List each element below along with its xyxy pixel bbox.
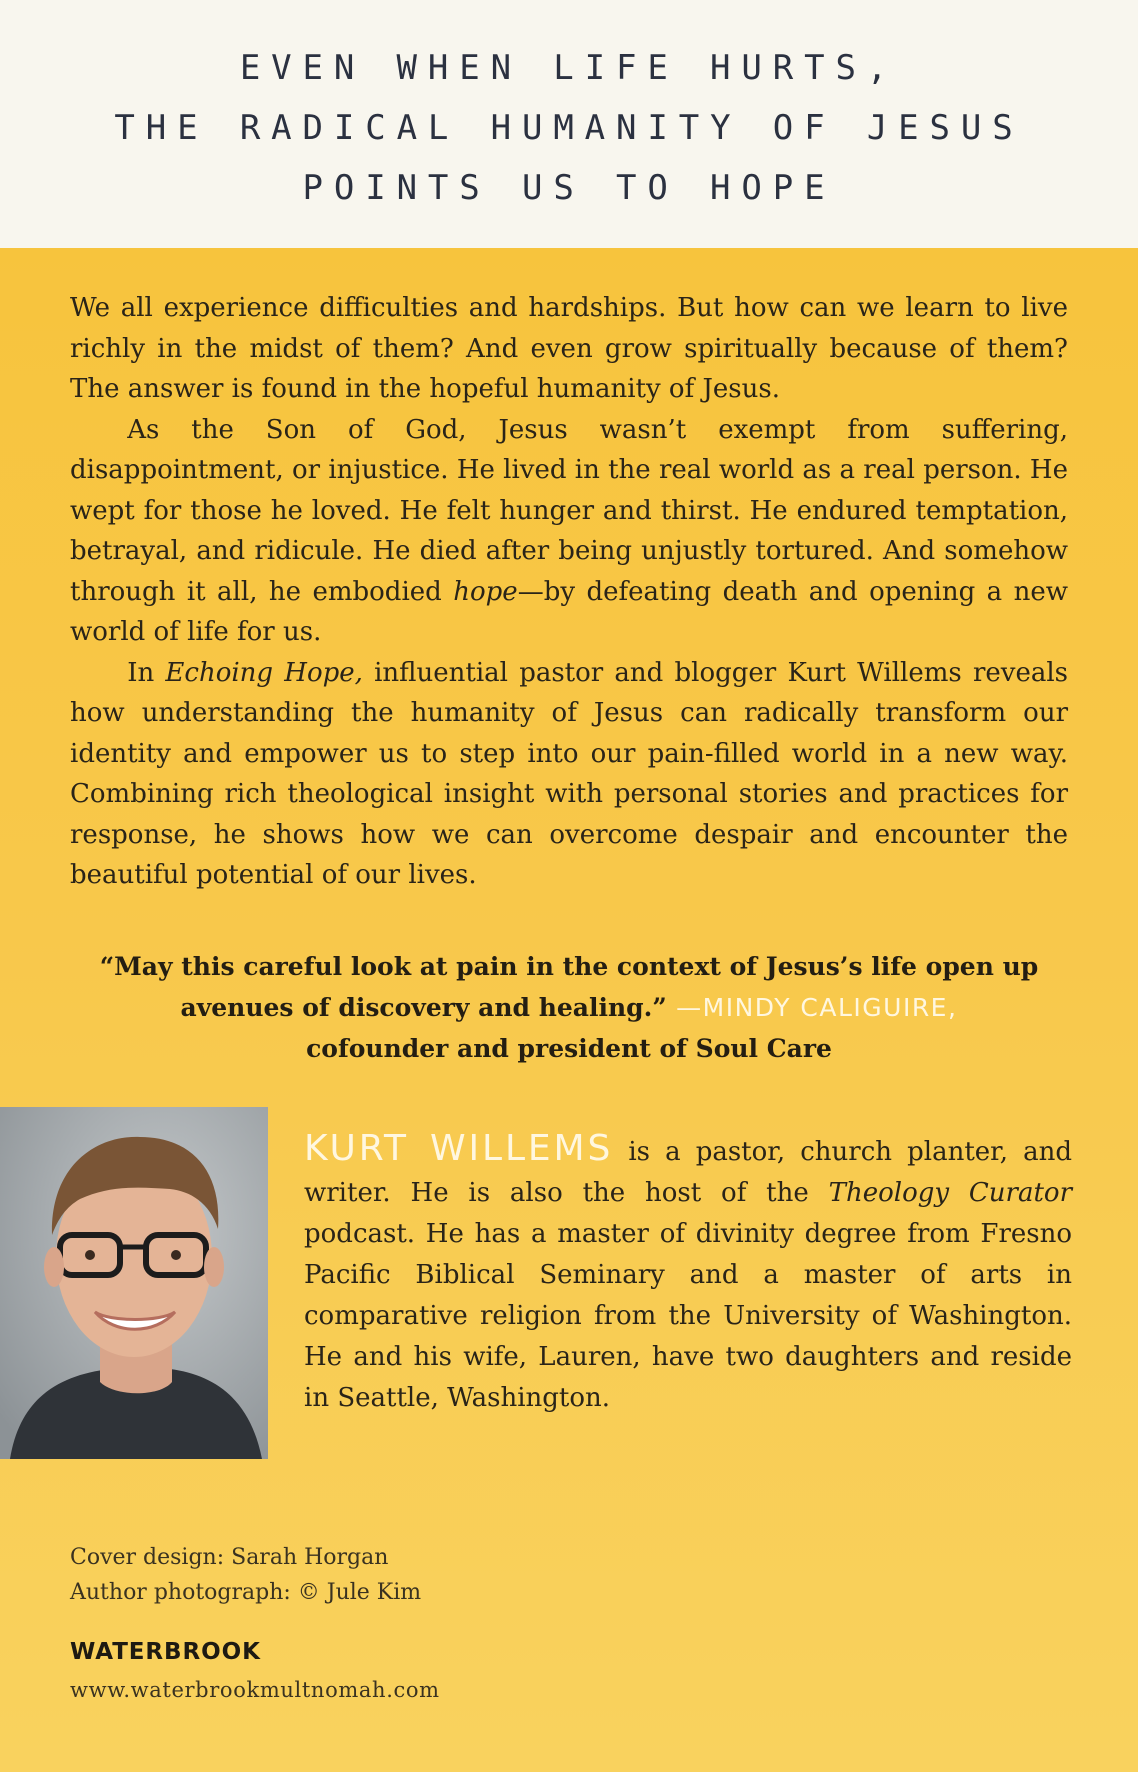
endorser-title: cofounder and president of Soul Care (306, 1034, 832, 1063)
endorser-name: —MINDY CALIGUIRE, (666, 993, 958, 1022)
headline-line-2: THE RADICAL HUMANITY OF JESUS (114, 108, 1024, 148)
description-paragraph-1: We all experience difficulties and hardships. But how can we learn to live richly in the midst of them? And even grow spiritually because of them? The answer is found in the hopeful humanity of Jesus. (70, 293, 1068, 404)
author-bio-text-b: podcast. He has a master of divinity degree from Fresno Pacific Biblical Seminary and a master of arts in comparative religion from the University of Washington. He and his wife, Lauren, have two daughters and reside in Seattle, Washington. (304, 1219, 1072, 1413)
podcast-title: Theology Curator (828, 1178, 1072, 1208)
paragraph-3-text-b: influential pastor and blogger Kurt Willems reveals how understanding the humanity of Jesus can radically transform our identity and empower us to step into our pain-filled world in a new way. Combining rich theological insight with personal stories and practices for response, he shows how we can overcome despair and encounter the beautiful potential of our lives. (70, 657, 1068, 890)
cover-design-credit: Cover design: Sarah Horgan (70, 1545, 389, 1570)
publisher-logo: WATERBROOK (70, 1639, 261, 1665)
headline (0, 38, 1138, 218)
author-bio-text-a: is a pastor, church planter, and writer. He is also the host of the (304, 1137, 1072, 1208)
paragraph-3-text-a: In (127, 657, 166, 688)
book-description (70, 288, 1068, 896)
author-name: KURT WILLEMS (304, 1128, 614, 1169)
paragraph-2-text-b: —by defeating death and opening a new world of life for us. (70, 576, 1069, 647)
paragraph-2-text-a: As the Son of God, Jesus wasn’t exempt from suffering, disappointment, or injustice. He lived in the real world as a real person. He wept for those he loved. He felt hunger and thirst. He endured temptation, betrayal, and ridicule. He died after being unjustly tortured. And somehow through it all, he embodied (70, 414, 1068, 607)
paragraph-2-emphasis: hope (453, 576, 518, 607)
description-paragraph-2 (70, 410, 1068, 653)
author-bio (304, 1128, 1072, 1419)
description-paragraph-3 (70, 653, 1068, 896)
author-photo (0, 1107, 268, 1459)
headline-line-1: EVEN WHEN LIFE HURTS, (239, 48, 899, 88)
endorsement-quote: “May this careful look at pain in the context of Jesus’s life open up avenues of discovery and healing.” (99, 952, 1039, 1022)
author-portrait-illustration (0, 1107, 268, 1459)
endorsement (70, 946, 1068, 1069)
credits (70, 1540, 421, 1610)
publisher-website: www.waterbrookmultnomah.com (70, 1678, 440, 1702)
book-title-emphasis: Echoing Hope, (165, 657, 363, 688)
headline-line-3: POINTS US TO HOPE (302, 168, 836, 208)
author-photo-credit: Author photograph: © Jule Kim (70, 1580, 422, 1605)
